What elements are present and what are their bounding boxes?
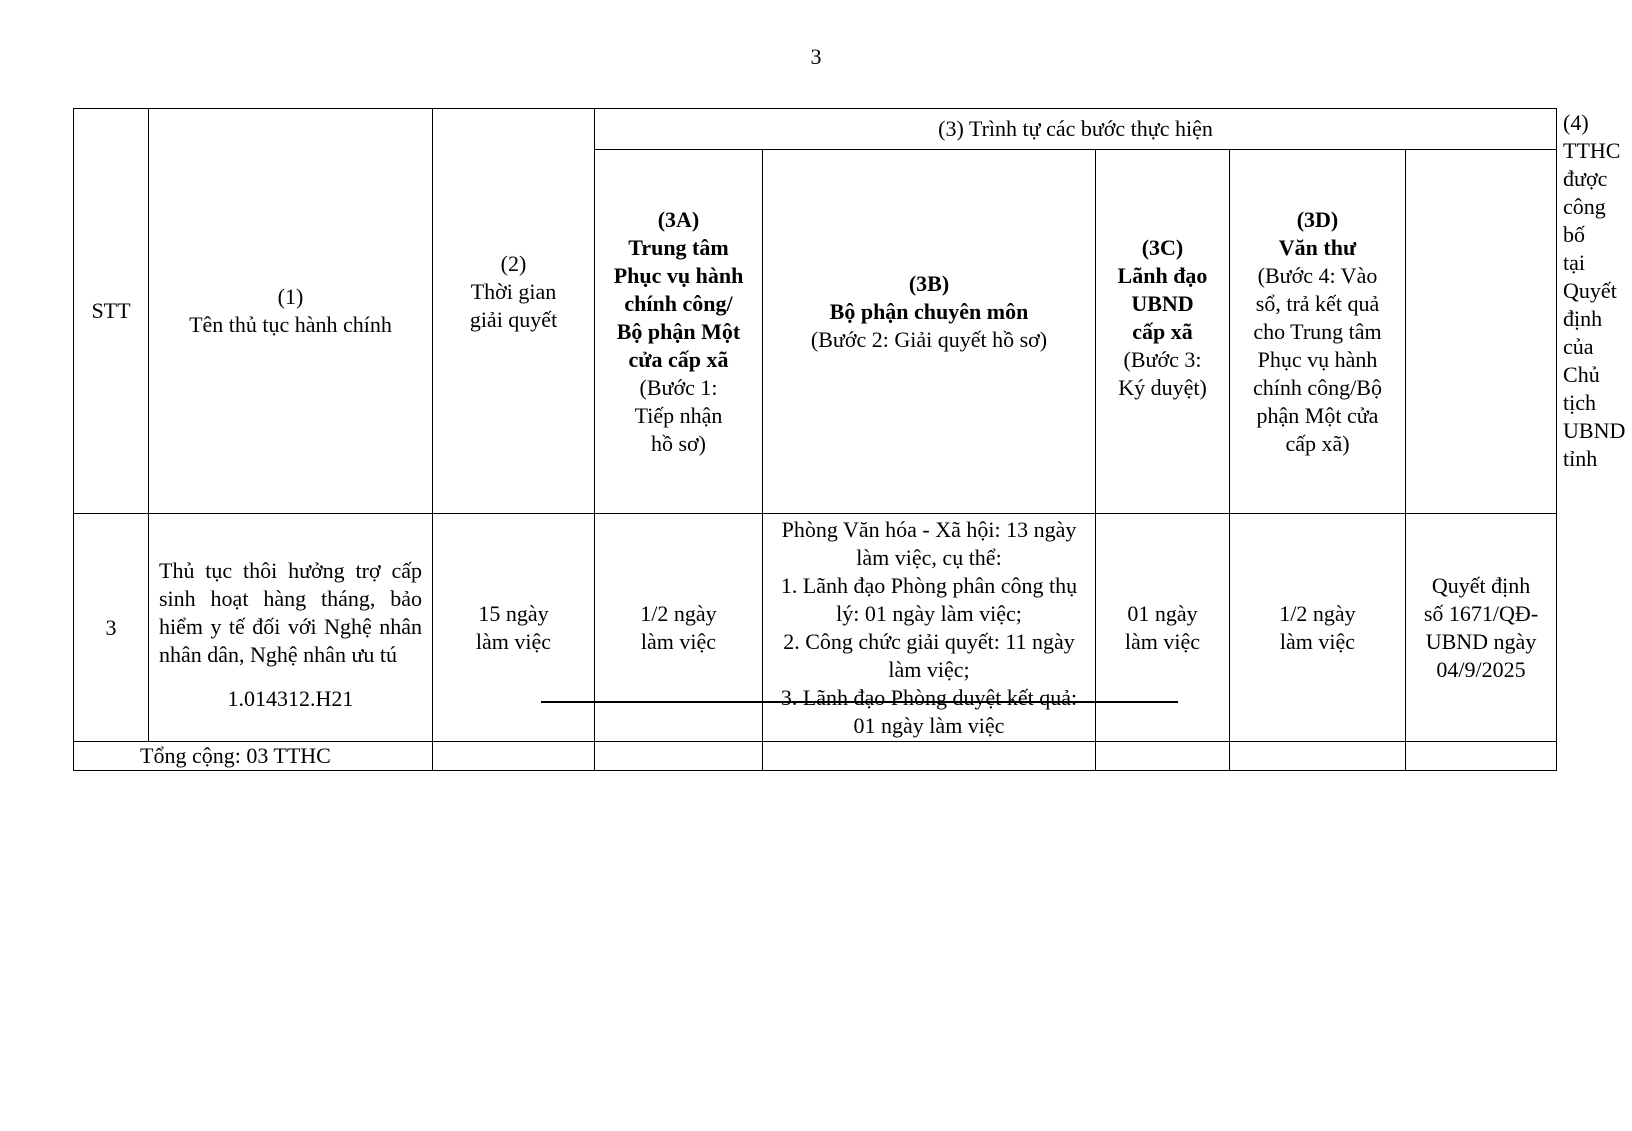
row-step-3a: 1/2 ngày làm việc (595, 514, 763, 742)
step-3b-item-2: 2. Công chức giải quyết: 11 ngày làm việc; (783, 628, 1075, 682)
procedure-table (73, 108, 1626, 771)
total-row (74, 742, 1557, 771)
total-label: Tổng cộng: 03 TTHC (74, 742, 433, 771)
header-steps-group: (3) Trình tự các bước thực hiện (595, 109, 1557, 150)
total-empty-cell (433, 742, 595, 771)
total-empty-cell (1230, 742, 1406, 771)
header-3d: (3D) Văn thư (Bước 4: Vào sổ, trả kết quả cho Trung tâm Phục vụ hành chính công/Bộ phận Một cửa cấp xã) (1230, 150, 1406, 514)
procedure-code: 1.014312.H21 (227, 685, 354, 711)
row-step-3b (763, 514, 1096, 742)
row-procedure-name (149, 514, 433, 742)
total-empty-cell (595, 742, 763, 771)
row-step-3d: 1/2 ngày làm việc (1230, 514, 1406, 742)
header-procedure-name: (1) Tên thủ tục hành chính (149, 109, 433, 514)
header-stt: STT (74, 109, 149, 514)
header-row-1: STT (1) Tên thủ tục hành chính (2) Thời gian giải quyết (3) Trình tự các bước thực hiện (4) TTHC được công bố tại Quyết định của Chủ tịch UBND tỉnh (74, 109, 1557, 150)
row-decision: Quyết định số 1671/QĐ- UBND ngày 04/9/2025 (1406, 514, 1557, 742)
row-stt: 3 (74, 514, 149, 742)
header-3c: (3C) Lãnh đạo UBND cấp xã (Bước 3: Ký duyệt) (1096, 150, 1230, 514)
total-empty-cell (1096, 742, 1230, 771)
header-processing-time: (2) Thời gian giải quyết (433, 109, 595, 514)
header-3a: (3A) Trung tâm Phục vụ hành chính công/ Bộ phận Một cửa cấp xã (Bước 1: Tiếp nhận hồ sơ) (595, 150, 763, 514)
procedure-name-text: Thủ tục thôi hưởng trợ cấp sinh hoạt hàng tháng, bảo hiểm y tế đối với Nghệ nhân nhân dân, Nghệ nhân ưu tú (159, 557, 422, 667)
row-processing-time: 15 ngày làm việc (433, 514, 595, 742)
step-3b-item-1: 1. Lãnh đạo Phòng phân công thụ lý: 01 ngày làm việc; (780, 572, 1078, 626)
step-3b-item-3: 3. Lãnh đạo Phòng duyệt kết quả: 01 ngày làm việc (780, 684, 1078, 738)
end-divider (541, 701, 1178, 703)
table-row (74, 514, 1557, 742)
page-number: 3 (810, 44, 822, 69)
header-3b: (3B) Bộ phận chuyên môn (Bước 2: Giải quyết hồ sơ) (763, 150, 1096, 514)
step-3b-intro: Phòng Văn hóa - Xã hội: 13 ngày làm việc, cụ thể: (781, 516, 1077, 570)
total-empty-cell (1406, 742, 1557, 771)
row-step-3c: 01 ngày làm việc (1096, 514, 1230, 742)
total-empty-cell (763, 742, 1096, 771)
